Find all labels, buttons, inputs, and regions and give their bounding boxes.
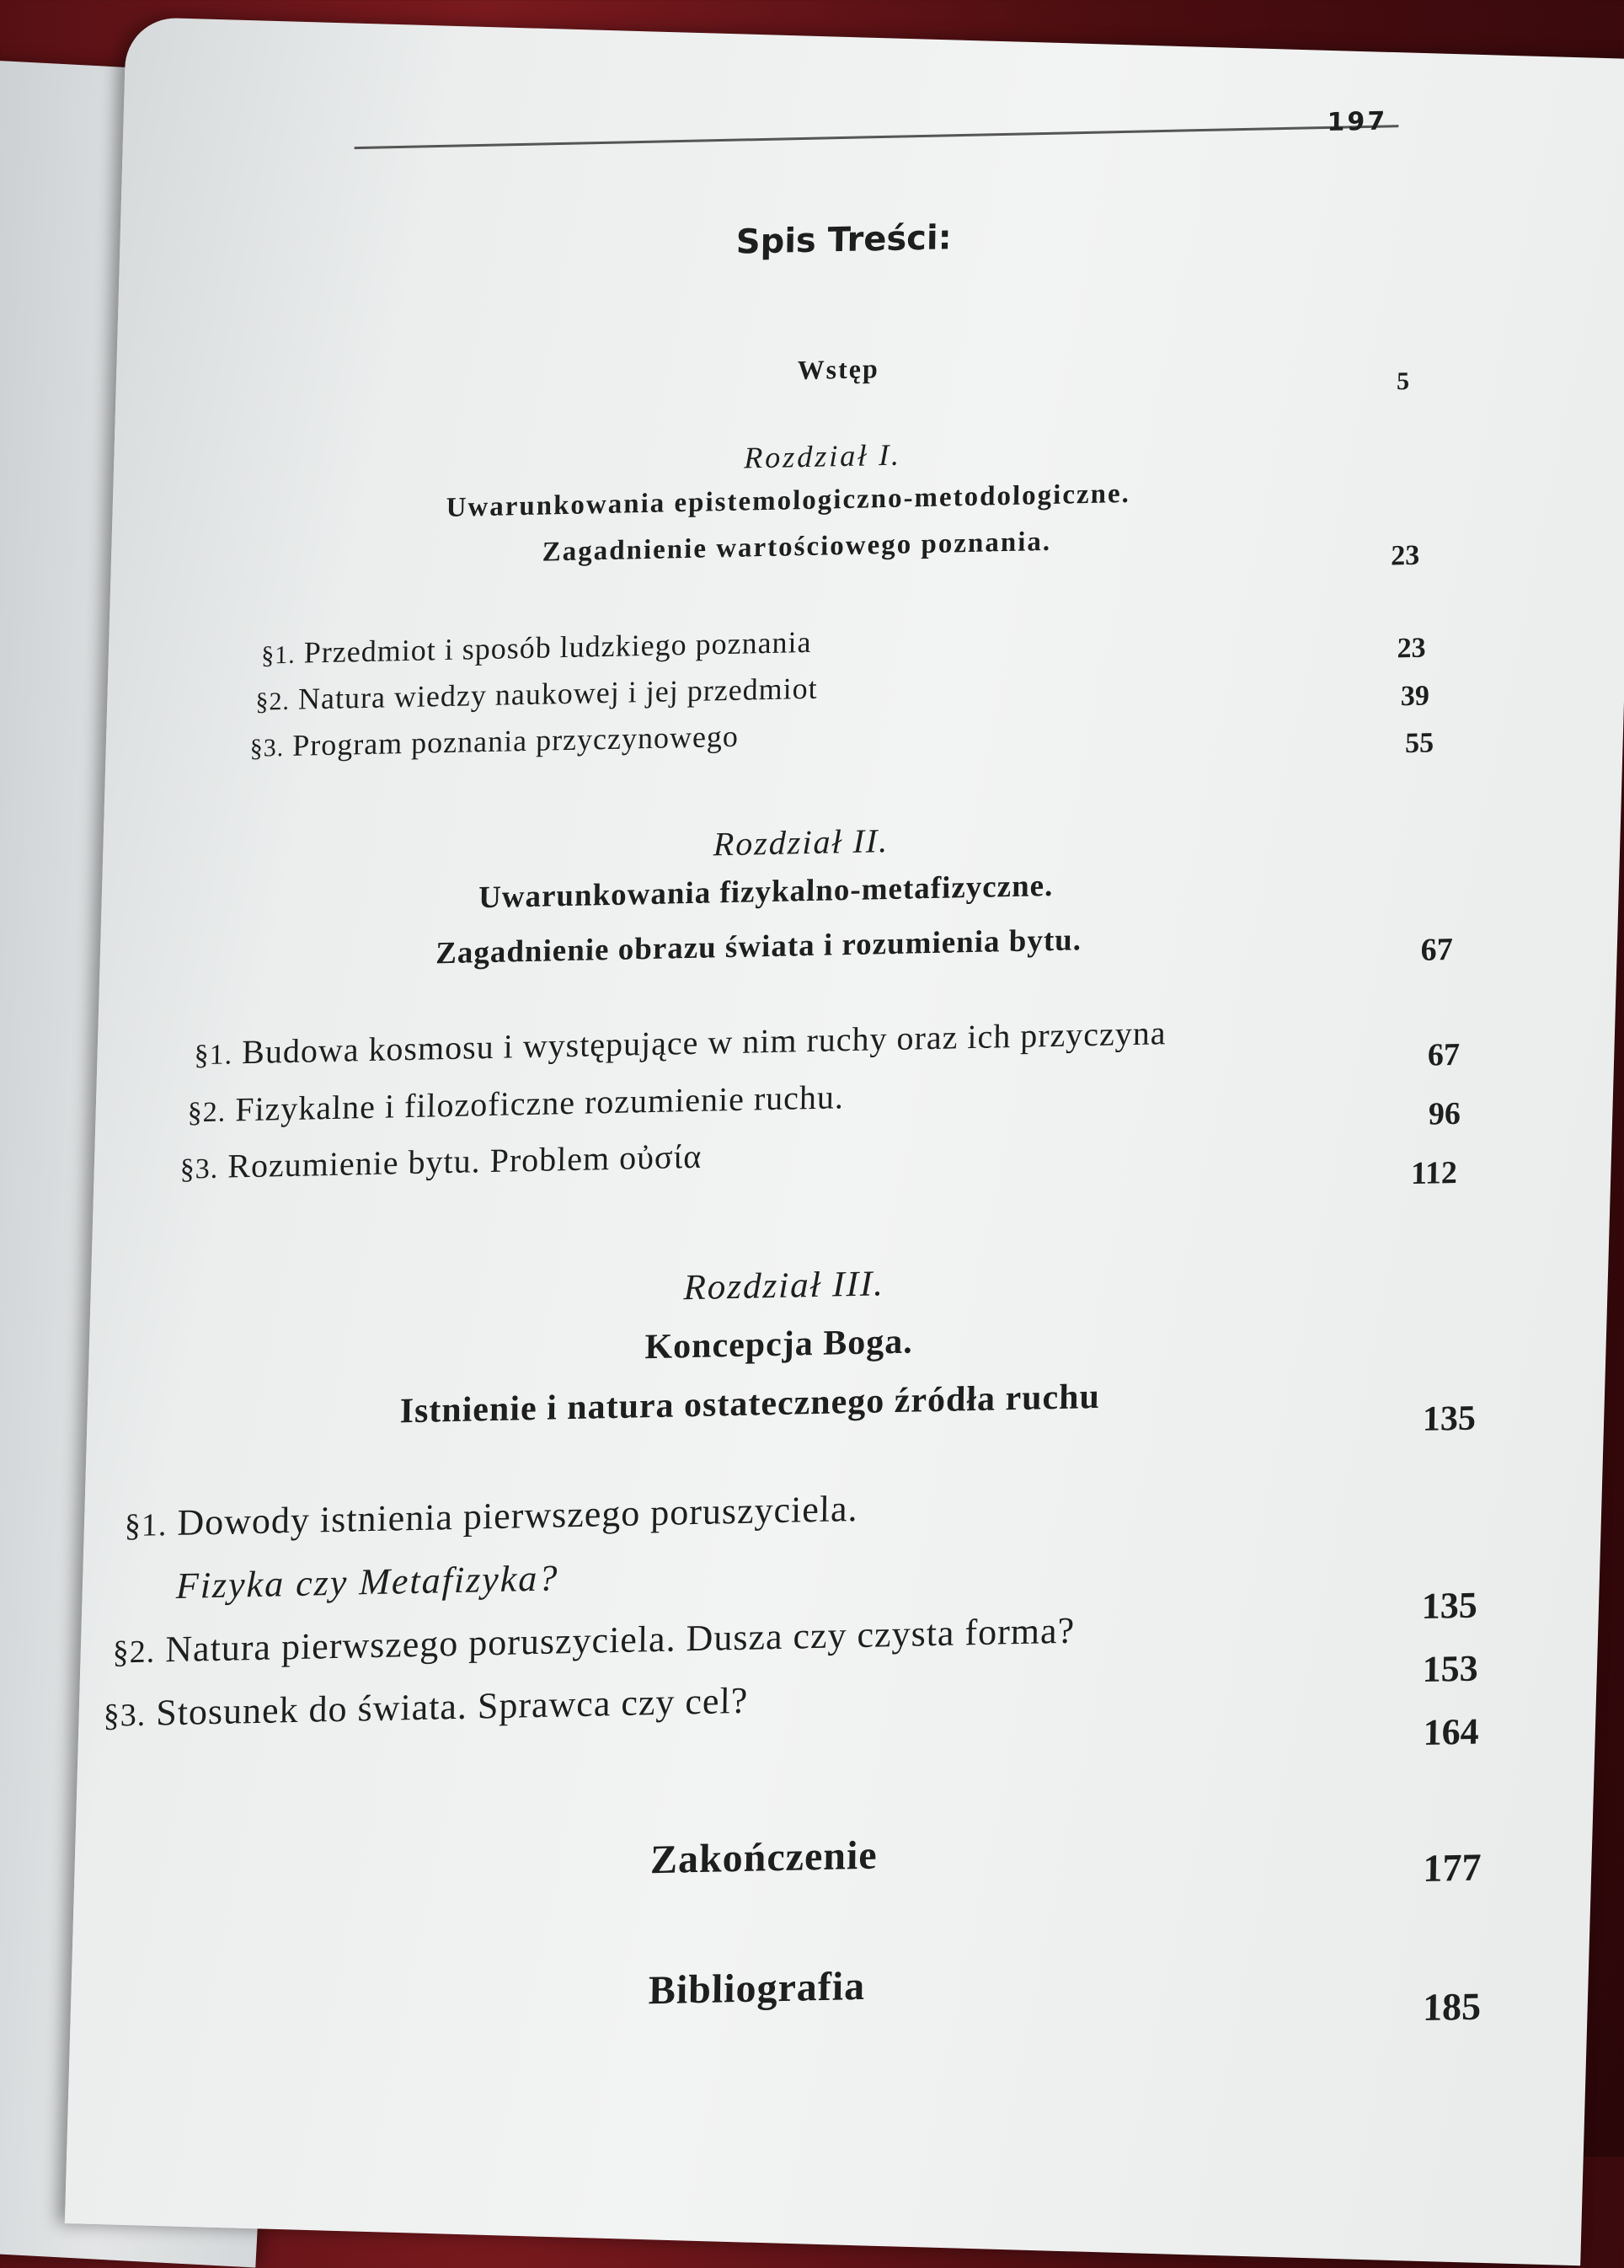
section-mark: §3. xyxy=(179,1153,219,1185)
section-label: Fizykalne i filozoficzne rozumienie ruchu. xyxy=(234,1078,845,1129)
bibliography-page: 185 xyxy=(1422,1984,1482,2030)
ch1-section-2-page: 39 xyxy=(1400,680,1430,713)
ch2-section-3 xyxy=(180,1137,702,1187)
ch1-section-2 xyxy=(255,671,818,718)
ch3-section-3 xyxy=(103,1679,748,1736)
conclusion-label: Zakończenie xyxy=(649,1832,879,1883)
ch3-section-2 xyxy=(113,1609,1076,1672)
chapter-1-subtitle: Uwarunkowania epistemologiczno-metodologiczne. xyxy=(446,478,1131,523)
intro-label: Wstęp xyxy=(797,353,880,386)
ch2-section-1-page: 67 xyxy=(1427,1036,1461,1073)
section-label: Stosunek do świata. Sprawca czy cel? xyxy=(155,1679,749,1734)
toc-title: Spis Treści: xyxy=(735,218,952,262)
chapter-3-page: 135 xyxy=(1422,1399,1477,1439)
ch1-section-3 xyxy=(249,719,739,764)
section-label: Przedmiot i sposób ludzkiego poznania xyxy=(303,624,812,670)
chapter-1-subtitle-2: Zagadnienie wartościowego poznania. xyxy=(542,526,1052,568)
section-mark: §2. xyxy=(255,687,291,716)
section-mark: §1. xyxy=(124,1507,168,1544)
chapter-2-subtitle-2: Zagadnienie obrazu świata i rozumienia bytu. xyxy=(435,923,1082,971)
ch3-section-1-line-2: Fizyka czy Metafizyka? xyxy=(175,1557,559,1607)
section-mark: §2. xyxy=(112,1634,156,1671)
section-mark: §2. xyxy=(187,1096,227,1129)
header-rule xyxy=(355,125,1399,149)
intro-page: 5 xyxy=(1396,366,1410,396)
section-mark: §1. xyxy=(194,1039,233,1072)
chapter-3-subtitle-2: Istnienie i natura ostatecznego źródła ruchu xyxy=(399,1377,1101,1431)
ch3-section-2-page: 153 xyxy=(1422,1647,1479,1690)
section-mark: §1. xyxy=(261,640,296,670)
section-label: Natura pierwszego poruszyciela. Dusza czy czysta forma? xyxy=(165,1609,1076,1671)
section-label: Budowa kosmosu i występujące w nim ruchy oraz ich przyczyna xyxy=(241,1014,1167,1072)
chapter-1-heading: Rozdział I. xyxy=(743,437,902,475)
section-label: Program poznania przyczynowego xyxy=(291,719,740,762)
section-mark: §3. xyxy=(249,734,285,762)
chapter-1-page: 23 xyxy=(1390,539,1420,572)
ch2-section-1 xyxy=(194,1013,1166,1072)
section-label: Rozumienie bytu. Problem οὐσία xyxy=(227,1137,702,1185)
section-mark: §3. xyxy=(103,1697,147,1734)
chapter-2-subtitle: Uwarunkowania fizykalno-metafizyczne. xyxy=(478,868,1054,916)
ch1-section-1 xyxy=(261,624,812,671)
ch3-section-3-page: 164 xyxy=(1423,1710,1480,1753)
ch1-section-1-page: 23 xyxy=(1397,632,1426,665)
ch3-section-1-page: 135 xyxy=(1421,1584,1478,1627)
ch2-section-2 xyxy=(187,1077,844,1130)
ch2-section-3-page: 112 xyxy=(1410,1154,1458,1192)
ch1-section-3-page: 55 xyxy=(1404,727,1434,760)
section-label: Natura wiedzy naukowej i jej przedmiot xyxy=(297,671,818,716)
chapter-2-page: 67 xyxy=(1420,932,1453,968)
ch2-section-2-page: 96 xyxy=(1428,1095,1461,1132)
page-number: 197 xyxy=(1327,106,1388,137)
conclusion-page: 177 xyxy=(1423,1845,1482,1891)
chapter-2-heading: Rozdział II. xyxy=(713,821,889,864)
bibliography-label: Bibliografia xyxy=(648,1963,866,2014)
chapter-3-subtitle: Koncepcja Boga. xyxy=(644,1322,914,1367)
chapter-3-heading: Rozdział III. xyxy=(683,1264,885,1308)
ch3-section-1 xyxy=(125,1487,858,1545)
section-label: Dowody istnienia pierwszego poruszyciela. xyxy=(177,1487,858,1543)
